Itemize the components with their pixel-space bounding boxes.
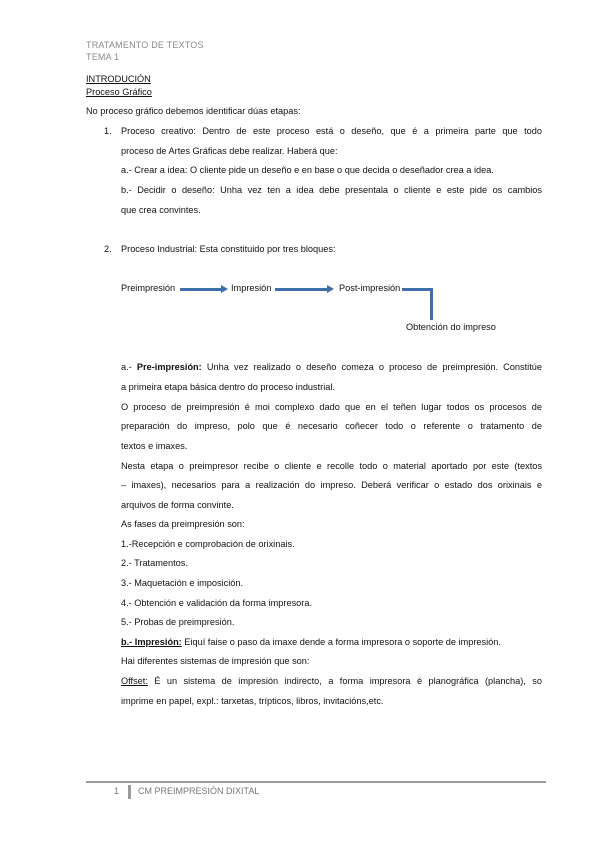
complexity-paragraph-line-1: O proceso de preimpresión é moi complexo dado que en el teñen lugar todos os procesos de: [121, 402, 542, 412]
flow-connector-vertical: [430, 288, 433, 320]
flow-arrow-2: [275, 288, 327, 291]
offset-text: É un sistema de impresión indirecto, a forma impresora é planográfica (plancha), so: [147, 676, 542, 686]
flow-step-impresion: Impresión: [231, 283, 272, 293]
offset-paragraph-line-2: imprime en papel, expl.: tarxetas, trípticos, libros, invitacións,etc.: [121, 696, 384, 706]
flow-step-preimpresion: Preimpresión: [121, 283, 176, 293]
flow-arrow-1-head: [221, 285, 228, 293]
phase-item: 1.-Recepción e comprobación de orixinais.: [121, 539, 295, 549]
stage-paragraph-line-3: arquivos de forma convinte.: [121, 500, 234, 510]
phase-item: 2.- Tratamentos.: [121, 558, 188, 568]
list-item-1-line-1: Proceso creativo: Dentro de este proceso está o deseño, que é a primeira parte que todo: [121, 126, 542, 136]
phase-item: 3.- Maquetación e imposición.: [121, 578, 244, 588]
flow-arrow-2-head: [327, 285, 334, 293]
list-item-1-sub-a: a.- Crear a idea: O cliente pide un deseño e en base o que decida o deseñador crea a idea.: [121, 165, 494, 175]
systems-intro: Hai diferentes sistemas de impresión que son:: [121, 656, 310, 666]
impresion-text: Eiquí faise o paso da imaxe dende a forma impresora o soporte de impresión.: [181, 637, 501, 647]
offset-paragraph-line-1: [121, 676, 542, 698]
intro-paragraph: No proceso gráfico debemos identificar dúas etapas:: [86, 106, 301, 116]
phase-item: 4.- Obtención e validación da forma impresora.: [121, 598, 312, 608]
footer-page-number: 1: [114, 786, 120, 796]
list-item-1-sub-b-line-2: que crea convintes.: [121, 205, 201, 215]
preimpresion-paragraph-line-1: [121, 362, 542, 384]
list-number-2: 2.: [104, 244, 112, 254]
subsection-title: Proceso Gráfico: [86, 87, 152, 97]
complexity-paragraph-line-3: textos e imaxes.: [121, 441, 188, 451]
footer-separator: [128, 785, 131, 799]
impresion-heading: b.- Impresión:: [121, 637, 182, 647]
stage-paragraph-line-1: Nesta etapa o preimpresor recibe o cliente e recolle todo o material aportado por este (textos: [121, 461, 542, 471]
phases-intro: As fases da preimpresión son:: [121, 519, 245, 529]
flow-connector-horizontal: [402, 288, 433, 291]
phase-item: 5.- Probas de preimpresión.: [121, 617, 235, 627]
list-item-2-line-1: Proceso Industrial: Esta constituido por tres bloques:: [121, 244, 336, 254]
stage-paragraph-line-2: – imaxes), necesarios para a realización do impreso. Deberá verificar o estado dos orixinais e: [121, 480, 542, 490]
section-title: INTRODUCIÓN: [86, 74, 151, 84]
document-header-subtitle: TEMA 1: [86, 52, 120, 62]
list-item-1-sub-b-line-1: b.- Decidir o deseño: Unha vez ten a idea debe presentala o cliente e este pide os cambios: [121, 185, 542, 195]
preimpresion-label: a.-: [121, 362, 137, 372]
preimpresion-text: Unha vez realizado o deseño comeza o proceso de preimpresión. Constitúe: [201, 362, 542, 372]
preimpresion-heading: Pre-impresión:: [136, 362, 202, 372]
list-number-1: 1.: [104, 126, 112, 136]
flow-step-obtencion: Obtención do impreso: [406, 322, 496, 332]
preimpresion-paragraph-line-2: a primeira etapa básica dentro do proceso industrial.: [121, 382, 335, 392]
footer-rule: [86, 781, 546, 783]
flow-arrow-1: [180, 288, 222, 291]
impresion-paragraph: [121, 637, 501, 648]
offset-label: Offset:: [121, 676, 148, 686]
document-header-title: TRATAMENTO DE TEXTOS: [86, 40, 204, 50]
list-item-1-line-2: proceso de Artes Gráficas debe realizar. Haberá que:: [121, 146, 338, 156]
complexity-paragraph-line-2: preparación do impreso, polo que é necesario coñecer todo o referente o tratamento de: [121, 421, 542, 431]
footer-title: CM PREIMPRESIÓN DIXITAL: [138, 786, 260, 796]
flow-step-post-impresion: Post-impresión: [339, 283, 401, 293]
